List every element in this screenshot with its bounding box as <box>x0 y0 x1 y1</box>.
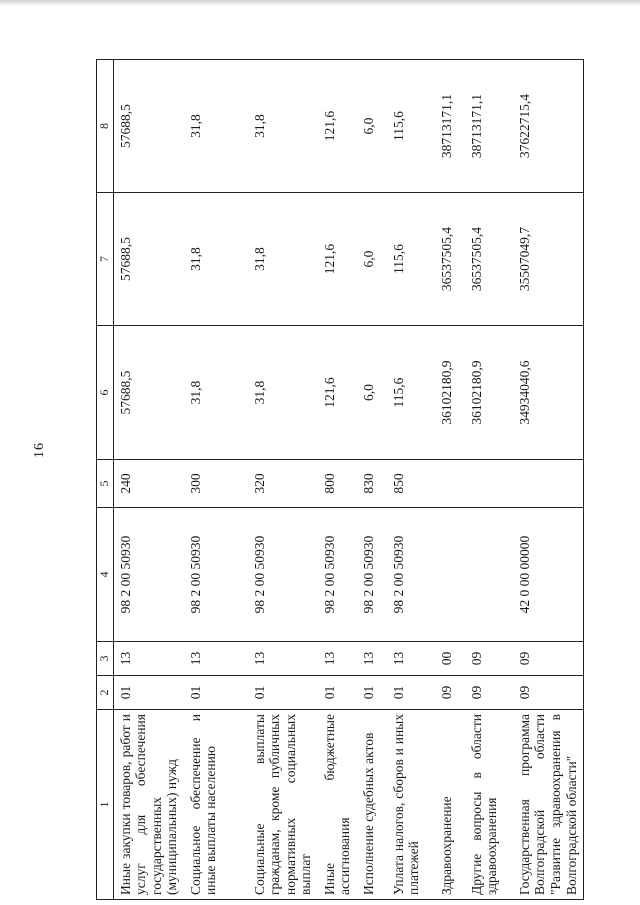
row-expense-type <box>435 460 465 508</box>
row-amount-1: 31,8 <box>184 326 248 460</box>
row-amount-3: 31,8 <box>184 60 248 193</box>
row-subsection: 13 <box>248 642 318 676</box>
row-subsection: 09 <box>513 642 584 676</box>
row-section: 01 <box>357 676 387 710</box>
row-amount-2: 36537505,4 <box>465 193 513 326</box>
row-amount-1: 34934040,6 <box>513 326 584 460</box>
row-target-article <box>465 508 513 642</box>
row-section: 09 <box>435 676 465 710</box>
row-expense-type: 850 <box>387 460 435 508</box>
header-col-3: 3 <box>97 642 114 676</box>
row-amount-1: 31,8 <box>248 326 318 460</box>
row-section: 01 <box>113 676 184 710</box>
row-amount-1: 115,6 <box>387 326 435 460</box>
header-col-4: 4 <box>97 508 114 642</box>
row-name: Социальное обеспечение и иные выплаты населению <box>184 710 248 900</box>
row-target-article: 98 2 00 50930 <box>113 508 184 642</box>
row-amount-2: 31,8 <box>184 193 248 326</box>
table-row <box>184 60 248 900</box>
header-col-1: 1 <box>97 710 114 900</box>
header-col-5: 5 <box>97 460 114 508</box>
table-row <box>435 60 465 900</box>
row-name: Уплата налогов, сборов и иных платежей <box>387 710 435 900</box>
row-section: 01 <box>184 676 248 710</box>
row-expense-type: 800 <box>318 460 357 508</box>
row-target-article: 98 2 00 50930 <box>357 508 387 642</box>
row-expense-type <box>465 460 513 508</box>
row-amount-3: 6,0 <box>357 60 387 193</box>
scan-edge <box>0 0 640 6</box>
row-expense-type: 320 <box>248 460 318 508</box>
page-number: 16 <box>32 442 47 458</box>
row-expense-type: 240 <box>113 460 184 508</box>
row-amount-2: 57688,5 <box>113 193 184 326</box>
row-amount-3: 121,6 <box>318 60 357 193</box>
budget-table <box>96 59 584 900</box>
row-target-article <box>435 508 465 642</box>
row-target-article: 42 0 00 00000 <box>513 508 584 642</box>
table-header-row <box>97 60 114 900</box>
row-name: Государственная программа Волгоградской области "Развитие здравоохранения в Волгоградской области" <box>513 710 584 900</box>
table-row <box>513 60 584 900</box>
row-amount-3: 31,8 <box>248 60 318 193</box>
table-row <box>387 60 435 900</box>
row-amount-1: 6,0 <box>357 326 387 460</box>
header-col-8: 8 <box>97 60 114 193</box>
table-row <box>465 60 513 900</box>
row-amount-1: 57688,5 <box>113 326 184 460</box>
table-row <box>357 60 387 900</box>
row-name: Социальные выплаты гражданам, кроме публичных нормативных социальных выплат <box>248 710 318 900</box>
row-section: 09 <box>513 676 584 710</box>
header-col-7: 7 <box>97 193 114 326</box>
row-target-article: 98 2 00 50930 <box>387 508 435 642</box>
row-amount-3: 38713171,1 <box>435 60 465 193</box>
row-name: Иные бюджетные ассигнования <box>318 710 357 900</box>
row-amount-3: 115,6 <box>387 60 435 193</box>
row-amount-2: 121,6 <box>318 193 357 326</box>
row-expense-type <box>513 460 584 508</box>
row-subsection: 13 <box>387 642 435 676</box>
row-subsection: 13 <box>357 642 387 676</box>
row-subsection: 09 <box>465 642 513 676</box>
row-amount-1: 36102180,9 <box>435 326 465 460</box>
table-row <box>113 60 184 900</box>
header-col-6: 6 <box>97 326 114 460</box>
row-section: 01 <box>318 676 357 710</box>
row-target-article: 98 2 00 50930 <box>248 508 318 642</box>
row-amount-2: 35507049,7 <box>513 193 584 326</box>
row-expense-type: 300 <box>184 460 248 508</box>
row-subsection: 13 <box>113 642 184 676</box>
row-name: Исполнение судебных актов <box>357 710 387 900</box>
row-amount-3: 57688,5 <box>113 60 184 193</box>
row-target-article: 98 2 00 50930 <box>184 508 248 642</box>
row-amount-2: 115,6 <box>387 193 435 326</box>
row-amount-1: 121,6 <box>318 326 357 460</box>
row-subsection: 00 <box>435 642 465 676</box>
table-row <box>318 60 357 900</box>
row-expense-type: 830 <box>357 460 387 508</box>
header-col-2: 2 <box>97 676 114 710</box>
row-section: 01 <box>387 676 435 710</box>
row-name: Здравоохранение <box>435 710 465 900</box>
row-name: Иные закупки товаров, работ и услуг для обеспечения государственных (муниципальных) нужд <box>113 710 184 900</box>
row-amount-2: 6,0 <box>357 193 387 326</box>
row-amount-3: 37622715,4 <box>513 60 584 193</box>
row-subsection: 13 <box>184 642 248 676</box>
row-amount-2: 31,8 <box>248 193 318 326</box>
row-amount-1: 36102180,9 <box>465 326 513 460</box>
table-row <box>248 60 318 900</box>
row-name: Другие вопросы в области здравоохранения <box>465 710 513 900</box>
row-target-article: 98 2 00 50930 <box>318 508 357 642</box>
row-section: 09 <box>465 676 513 710</box>
row-amount-3: 38713171,1 <box>465 60 513 193</box>
row-subsection: 13 <box>318 642 357 676</box>
rotated-page-content <box>96 60 640 900</box>
row-amount-2: 36537505,4 <box>435 193 465 326</box>
row-section: 01 <box>248 676 318 710</box>
